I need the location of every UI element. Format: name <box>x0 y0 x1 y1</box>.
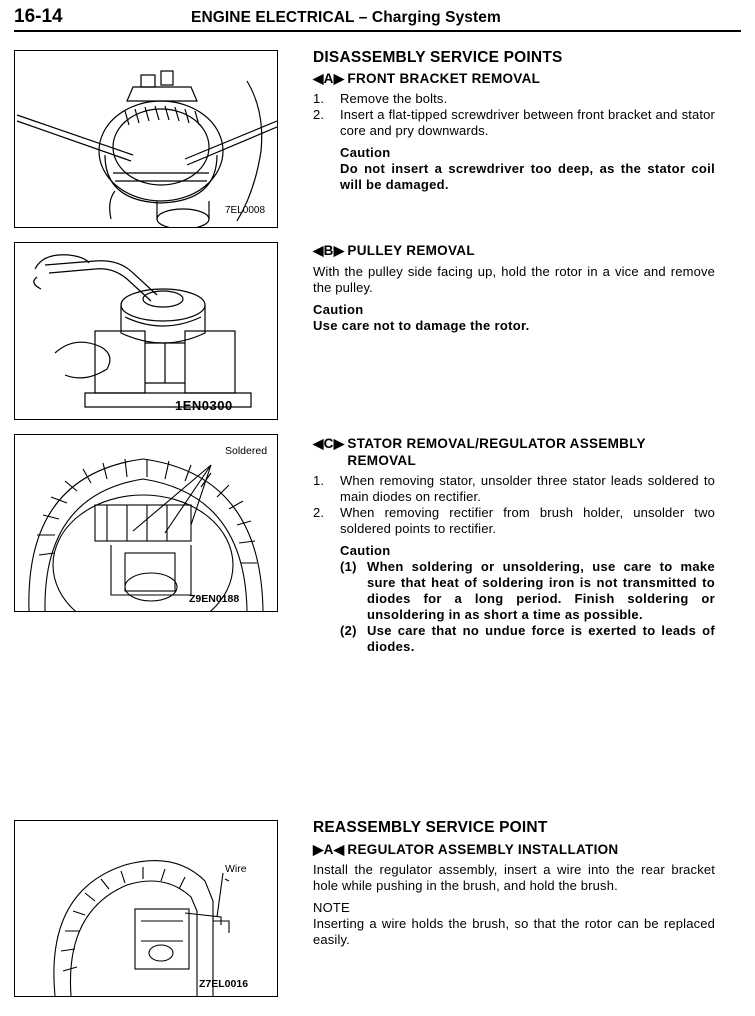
figure-code: 1EN0300 <box>175 398 233 413</box>
step-text: Insert a flat-tipped screwdriver between front bracket and stator core and pry downwards. <box>340 107 715 138</box>
step-list <box>313 91 715 139</box>
section-name: ENGINE ELECTRICAL <box>191 9 355 26</box>
regulator-illustration <box>15 821 277 996</box>
subsection-title: STATOR REMOVAL/REGULATOR ASSEMBLY REMOVAL <box>347 436 646 468</box>
step-number: 1. <box>313 473 325 488</box>
front-bracket-illustration <box>15 51 277 227</box>
step-list <box>313 473 715 537</box>
caution-number: (1) <box>340 559 357 574</box>
caution-text: When soldering or unsoldering, use care to make sure that heat of soldering iron is not transmitted to diodes for a long period. Finish soldering or unsoldering in as short a time as possible. <box>367 559 715 622</box>
subsection-title: PULLEY REMOVAL <box>347 243 475 258</box>
subsection-heading <box>313 841 715 858</box>
caution-title: Caution <box>340 145 391 160</box>
step-text: When removing stator, unsolder three stator leads soldered to main diodes on rectifier. <box>340 473 715 504</box>
note-text: Inserting a wire holds the brush, so that the rotor can be replaced easily. <box>313 916 715 947</box>
figure-code: 7EL0008 <box>225 205 266 216</box>
caution-block <box>313 302 715 334</box>
step-number: 2. <box>313 107 325 122</box>
figure-front-bracket-removal <box>14 50 278 228</box>
subsection-heading <box>313 70 715 87</box>
caution-number: (2) <box>340 623 357 638</box>
list-item <box>313 91 715 107</box>
caution-title: Caution <box>313 302 364 317</box>
step-text: When removing rectifier from brush holder, unsolder two soldered points to rectifier. <box>340 505 715 536</box>
caution-text: Do not insert a screwdriver too deep, as the stator coil will be damaged. <box>340 161 715 192</box>
figure-callout-label: Wire <box>225 863 247 875</box>
running-title <box>191 9 501 27</box>
caution-title: Caution <box>340 543 391 558</box>
stator-section <box>313 435 715 655</box>
subsection-heading <box>313 242 715 259</box>
subsection-name: Charging System <box>371 9 501 26</box>
caution-item <box>340 559 715 623</box>
page-number: 16-14 <box>14 6 63 27</box>
caution-block <box>313 543 715 655</box>
caution-block <box>313 145 715 193</box>
pulley-removal-illustration <box>15 243 277 419</box>
step-marker: ◀A▶ <box>313 71 345 86</box>
list-item <box>313 107 715 139</box>
body-text: Install the regulator assembly, insert a wire into the rear bracket hole while pushing in the brush, and hold the brush. <box>313 862 715 893</box>
figure-callout-label: Soldered <box>225 445 268 457</box>
step-number: 1. <box>313 91 325 106</box>
figure-code: Z7EL0016 <box>199 978 249 990</box>
section-title: DISASSEMBLY SERVICE POINTS <box>313 49 563 66</box>
disassembly-section <box>313 49 715 193</box>
step-marker: ▶A◀ <box>313 842 345 857</box>
caution-text: Use care not to damage the rotor. <box>313 318 530 333</box>
section-title: REASSEMBLY SERVICE POINT <box>313 819 548 836</box>
caution-text: Use care that no undue force is exerted to leads of diodes. <box>367 623 715 654</box>
list-item <box>313 505 715 537</box>
subsection-title: FRONT BRACKET REMOVAL <box>347 71 541 86</box>
stator-illustration <box>15 435 277 611</box>
step-marker: ◀C▶ <box>313 436 345 451</box>
body-text: With the pulley side facing up, hold the rotor in a vice and remove the pulley. <box>313 264 715 295</box>
step-text: Remove the bolts. <box>340 91 448 106</box>
list-item <box>313 473 715 505</box>
pulley-section <box>313 242 715 334</box>
figure-regulator-installation <box>14 820 278 997</box>
step-marker: ◀B▶ <box>313 243 345 258</box>
reassembly-section <box>313 819 715 948</box>
subsection-heading <box>313 435 715 469</box>
caution-item <box>340 623 715 655</box>
figure-pulley-removal <box>14 242 278 420</box>
title-dash: – <box>358 9 368 26</box>
figure-stator-removal <box>14 434 278 612</box>
subsection-title: REGULATOR ASSEMBLY INSTALLATION <box>347 842 619 857</box>
note-title: NOTE <box>313 900 350 915</box>
figure-code: Z9EN0188 <box>189 593 240 605</box>
step-number: 2. <box>313 505 325 520</box>
header-rule <box>14 30 741 32</box>
